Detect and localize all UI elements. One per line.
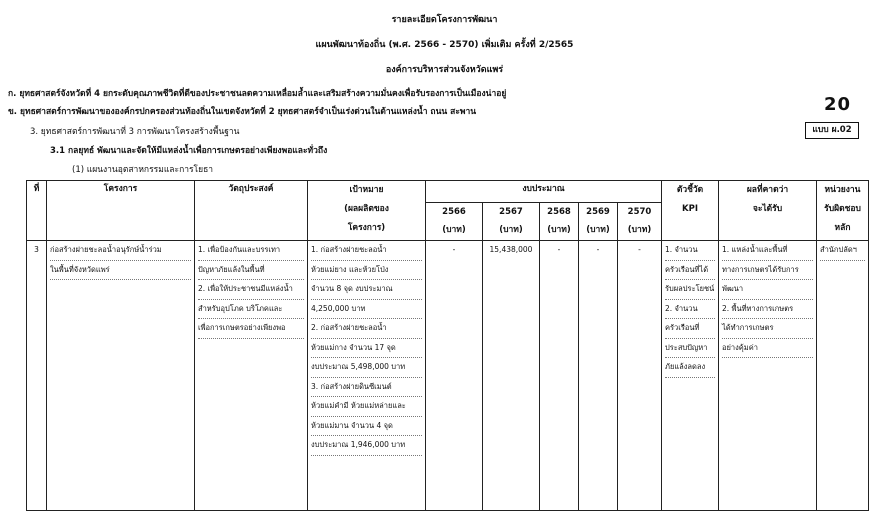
form-code-badge: แบบ ผ.02 xyxy=(805,122,859,139)
table-row xyxy=(27,241,869,511)
budget-2566: - xyxy=(426,241,483,511)
budget-2567: 15,438,000 xyxy=(483,241,540,511)
document-title: รายละเอียดโครงการพัฒนา xyxy=(391,15,498,25)
local-strategy: ข. ยุทธศาสตร์การพัฒนาขององค์กรปกครองส่วนท้องถิ่นในเขตจังหวัดที่ 2 ยุทธศาสตร์จำเป็นเร่งด่วนในด้านแหล่งน้ำ ถนน สะพาน xyxy=(8,107,477,117)
objective-cell: 1. เพื่อป้องกันและบรรเทา ปัญหาภัยแล้งในพื้นที่ 2. เพื่อให้ประชาชนมีแหล่งน้ำ สำหรับอุปโภค บริโภคและ เพื่อการเกษตรอย่างเพียงพอ xyxy=(195,241,308,511)
budget-2568: - xyxy=(540,241,579,511)
header-kpi: ตัวชี้วัด KPI xyxy=(662,181,719,241)
header-year-2568: 2568 (บาท) xyxy=(540,203,579,241)
header-objective: วัตถุประสงค์ xyxy=(195,181,308,241)
header-year-2569: 2569 (บาท) xyxy=(579,203,618,241)
header-budget: งบประมาณ xyxy=(426,181,662,203)
header-year-2566: 2566 (บาท) xyxy=(426,203,483,241)
header-result: ผลที่คาดว่า จะได้รับ xyxy=(719,181,817,241)
header-no: ที่ xyxy=(27,181,47,241)
budget-2570: - xyxy=(618,241,662,511)
project-table xyxy=(26,180,869,511)
province-strategy: ก. ยุทธศาสตร์จังหวัดที่ 4 ยกระดับคุณภาพชีวิตที่ดีของประชาชนลดความเหลื่อมล้ำและเสริมสร้างความมั่นคงเพื่อรับรองการเป็นเมืองน่าอยู่ xyxy=(8,89,507,99)
project-name-cell: ก่อสร้างฝายชะลอน้ำอนุรักษ์น้ำร่วม ในพื้นที่จังหวัดแพร่ xyxy=(47,241,195,511)
header-agency: หน่วยงาน รับผิดชอบ หลัก xyxy=(817,181,869,241)
page-number: 20 xyxy=(824,94,852,115)
program: (1) แผนงานอุตสาหกรรมและการโยธา xyxy=(72,165,214,175)
budget-2569: - xyxy=(579,241,618,511)
development-strategy: 3. ยุทธศาสตร์การพัฒนาที่ 3 การพัฒนาโครงสร้างพื้นฐาน xyxy=(30,127,240,137)
result-cell: 1. แหล่งน้ำและพื้นที่ ทางการเกษตรได้รับการ พัฒนา 2. พื้นที่ทางการเกษตร ได้ทำการเกษตร อย่างคุ้มค่า xyxy=(719,241,817,511)
organization-name: องค์การบริหารส่วนจังหวัดแพร่ xyxy=(385,65,504,75)
row-number: 3 xyxy=(27,241,47,511)
header-project: โครงการ xyxy=(47,181,195,241)
target-cell: 1. ก่อสร้างฝายชะลอน้ำ ห้วยแม่ยาง และห้วยโป่ง จำนวน 8 จุด งบประมาณ 4,250,000 บาท 2. ก่อสร้างฝายชะลอน้ำ ห้วยแม่กาง จำนวน 17 จุด งบประมาณ 5,498,000 บาท 3. ก่อสร้างฝายดินซีเมนต์ ห้วยแม่คำมี ห้วยแม่หล่ายและ ห้วยแม่มาน จำนวน 4 จุด งบประมาณ 1,946,000 บาท xyxy=(308,241,426,511)
header-target: เป้าหมาย (ผลผลิตของ โครงการ) xyxy=(308,181,426,241)
kpi-cell: 1. จำนวน ครัวเรือนที่ได้ รับผลประโยชน์ 2. จำนวน ครัวเรือนที่ ประสบปัญหา ภัยแล้งลดลง xyxy=(662,241,719,511)
header-year-2570: 2570 (บาท) xyxy=(618,203,662,241)
header-year-2567: 2567 (บาท) xyxy=(483,203,540,241)
tactic: 3.1 กลยุทธ์ พัฒนาและจัดให้มีแหล่งน้ำเพื่อการเกษตรอย่างเพียงพอและทั่วถึง xyxy=(50,146,328,156)
plan-title: แผนพัฒนาท้องถิ่น (พ.ศ. 2566 - 2570) เพิ่มเติม ครั้งที่ 2/2565 xyxy=(315,40,574,50)
agency-cell: สำนักปลัดฯ xyxy=(817,241,869,511)
